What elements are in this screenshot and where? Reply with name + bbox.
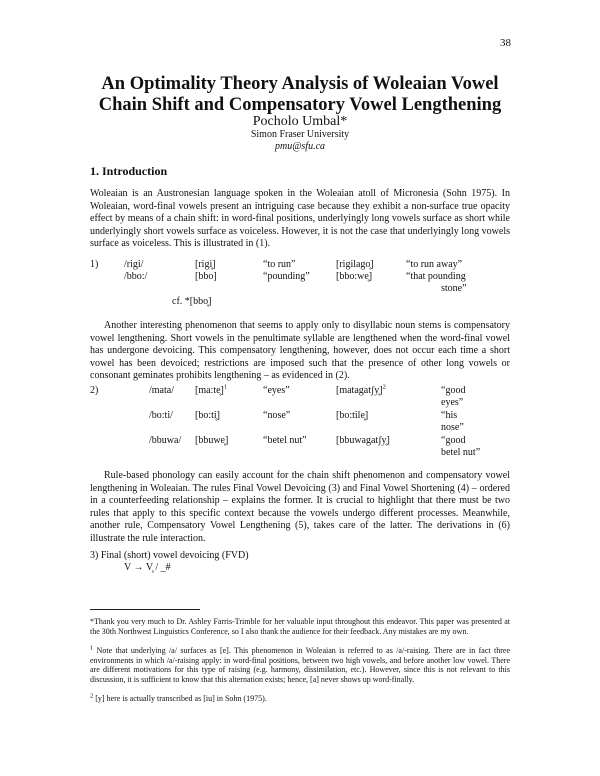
title-line-2: Chain Shift and Compensatory Vowel Lengthening	[98, 95, 502, 115]
footnote-1: $^1$ Note that underlying /a/ surfaces as [e]. This phenomenon in Woleaian is referred to as /a/-raising. There are in fact three environments in which /a/-raising apply: in word-final positions, between two high vowels, and before another low vowel. There are different motivations for this type of raising (e.g. harmony, dissimilation, etc.). However, since this is not relevant to this discussion, it is sufficient to know that this alternation exists; hence, [a] never shows up word-finally.	[90, 644, 510, 684]
ex2-derived-gloss-cont: nose”	[441, 422, 464, 433]
ex2-surface: [ma:te̥]$^1$	[195, 383, 228, 396]
ex1-derived-gloss-cont: stone”	[441, 283, 467, 294]
ex2-underlying: /bo:ti/	[149, 410, 173, 421]
ex1-underlying: /bbo:/	[124, 271, 148, 282]
ex2-surface: [bo:ti̥]	[195, 410, 220, 421]
ex1-underlying: /rigi/	[124, 259, 144, 270]
ex1-gloss: “pounding”	[263, 271, 310, 282]
rule-3-formula: V → V̥ / _#	[124, 562, 171, 573]
ex2-gloss: “betel nut”	[263, 435, 307, 446]
ex2-derived-gloss-cont: betel nut”	[441, 447, 481, 458]
page-number: 38	[500, 37, 511, 49]
footnote-star: *Thank you very much to Dr. Ashley Farris-Trimble for her valuable input throughout this endeavor. This paper was presented at the 30th Northwest Linguistics Conference, so I also thank the audience for their feedback. Any mistakes are my own.	[90, 617, 510, 636]
example-number: 1)	[90, 259, 99, 270]
ex2-underlying: /mata/	[149, 385, 174, 396]
ex1-derived: [rigilago̥]	[336, 259, 374, 270]
author: Pocholo Umbal*	[252, 114, 348, 129]
ex2-surface: [bbuwe̥]	[195, 435, 229, 446]
title-line-1: An Optimality Theory Analysis of Woleaian Vowel	[101, 74, 499, 94]
footnote-divider	[90, 609, 200, 610]
paragraph-1: Woleaian is an Austronesian language spoken in the Woleaian atoll of Micronesia (Sohn 1975). In Woleaian, word-final vowels present an intriguing case because they exhibit a non-surface true opacity effect by means of a chain shift: in word-final positions, underlyingly long vowels surface as short while underlyingly short vowels surface as voiceless. However, it is not the case that underlyingly long vowels surface as voiceless. This is illustrated in (1).	[90, 188, 510, 249]
ex1-surface: [rigi̥]	[195, 259, 216, 270]
ex1-surface: [bbo]	[195, 271, 217, 282]
ex2-derived-gloss: “good	[441, 435, 466, 446]
ex1-derived: [bbo:we̥]	[336, 271, 373, 282]
footnote-ref-2: 2	[382, 383, 386, 391]
ex2-derived-gloss: “his	[441, 410, 458, 421]
ex2-derived: [bbuwagatʃy̥]	[336, 435, 390, 446]
paragraph-3: Rule-based phonology can easily account for the chain shift phenomenon and compensatory vowel lengthening in Woleaian. The rules Final Vowel Devoicing (3) and Final Vowel Shortening (4) – ordered in a counterfeeding relationship – explains the former. It is crucial to highlight that there must be two rules that apply to this specific context because the vowels undergo different processes. Meanwhile, another rule, Compensatory Vowel Lengthening (5), takes care of the latter. The derivations in (6) illustrate the rule interaction.	[90, 470, 510, 544]
example-number: 2)	[90, 385, 99, 396]
affiliation: Simon Fraser University	[250, 129, 350, 140]
ex2-derived-gloss: “good	[441, 385, 466, 396]
rule-3-label: 3) Final (short) vowel devoicing (FVD)	[90, 550, 249, 561]
footnote-2: $^2$ [y] here is actually transcribed as [iu] in Sohn (1975).	[90, 692, 267, 703]
section-heading: 1. Introduction	[90, 164, 168, 178]
ex1-cf: cf. *[bbo̥]	[172, 296, 212, 307]
ex2-derived: [bo:tile̥]	[336, 410, 369, 421]
ex2-underlying: /bbuwa/	[149, 435, 182, 446]
ex1-gloss: “to run”	[263, 259, 296, 270]
footnote-ref-1: 1	[223, 383, 228, 391]
ex2-derived: [matagatʃy̥]$^2$	[336, 383, 386, 396]
ex1-derived-gloss: “that pounding	[406, 271, 466, 282]
paragraph-2: Another interesting phenomenon that seems to apply only to disyllabic noun stems is compensatory vowel lengthening. Short vowels in the penultimate syllable are lengthened when the word-final vowel has undergone devoicing. This compensatory lengthening, however, does not occur each time a short vowel has been devoiced; restrictions are imposed such that the presence of other long vowels or consonant geminates prohibits lengthening – as evidenced in (2).	[90, 320, 510, 381]
ex2-gloss: “eyes”	[263, 385, 290, 396]
ex2-derived-gloss-cont: eyes”	[441, 397, 464, 408]
ex1-derived-gloss: “to run away”	[406, 259, 463, 270]
ex2-gloss: “nose”	[263, 410, 291, 421]
email: pmu@sfu.ca	[274, 141, 326, 152]
